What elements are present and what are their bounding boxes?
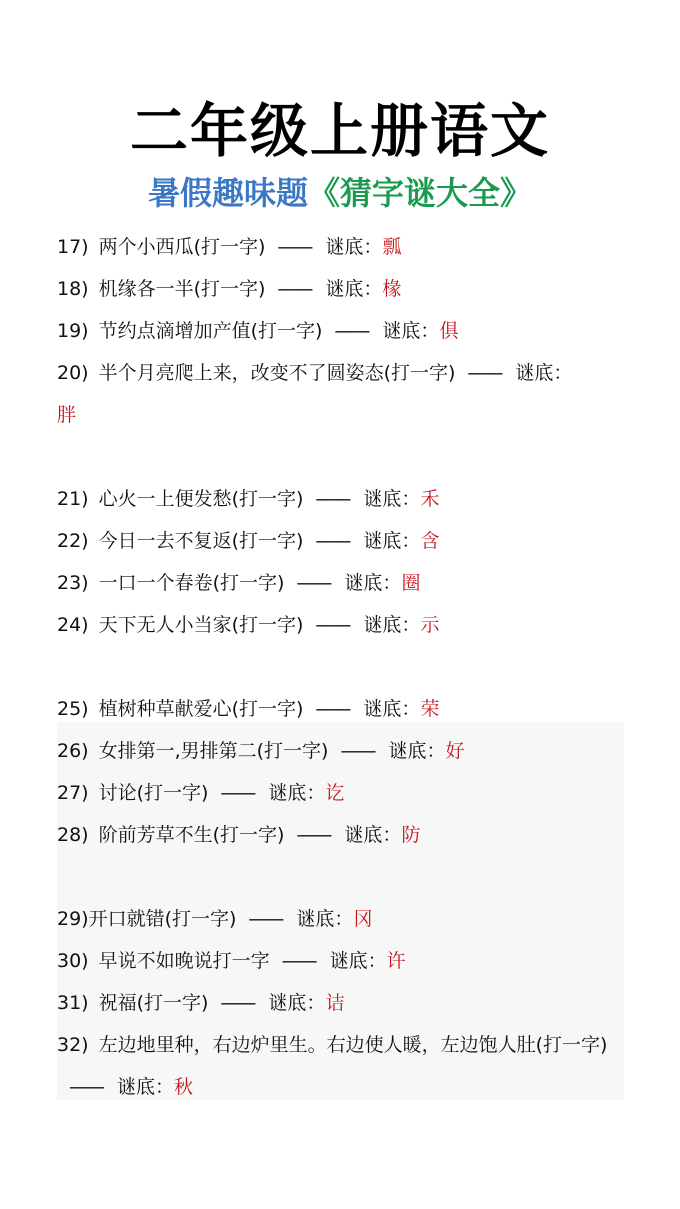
riddle-item xyxy=(57,772,632,814)
riddle-text: 女排第一,男排第二(打一字) xyxy=(98,740,329,762)
riddle-dash: —— xyxy=(69,1076,103,1098)
riddle-text: 节约点滴增加产值(打一字) xyxy=(98,320,323,342)
riddle-answer: 圈 xyxy=(401,572,421,594)
riddle-answer: 秋 xyxy=(174,1076,194,1098)
answer-prefix: 谜底： xyxy=(515,362,573,384)
riddle-text: 一口一个春卷(打一字) xyxy=(98,572,285,594)
riddle-item xyxy=(57,898,632,940)
riddle-dash: —— xyxy=(277,236,312,258)
riddle-answer: 诘 xyxy=(325,992,345,1014)
riddle-item xyxy=(57,268,632,310)
answer-prefix: 谜底： xyxy=(363,698,421,720)
riddle-answer: 示 xyxy=(420,614,440,636)
riddle-item xyxy=(57,520,632,562)
spacer xyxy=(57,856,632,898)
answer-prefix: 谜底： xyxy=(325,278,383,300)
riddle-item xyxy=(57,982,632,1024)
spacer xyxy=(57,646,632,688)
page-title: 二年级上册语文 xyxy=(129,97,550,165)
riddle-dash: —— xyxy=(296,824,331,846)
riddle-item xyxy=(57,226,632,268)
riddle-number: 32) xyxy=(57,1034,89,1056)
riddle-text: 讨论(打一字) xyxy=(98,782,209,804)
riddle-text: 左边地里种，右边炉里生。右边使人暖，左边饱人肚(打一字) xyxy=(98,1034,608,1056)
riddle-item xyxy=(57,730,632,772)
answer-prefix: 谜底： xyxy=(388,740,446,762)
riddle-dash: —— xyxy=(315,530,350,552)
riddle-answer: 许 xyxy=(386,950,406,972)
riddle-item xyxy=(57,814,632,856)
riddle-number: 21) xyxy=(57,488,89,510)
answer-prefix: 谜底： xyxy=(363,530,421,552)
riddle-answer: 防 xyxy=(401,824,421,846)
riddle-answer: 椽 xyxy=(382,278,402,300)
riddle-number: 31) xyxy=(57,992,89,1014)
riddle-item xyxy=(57,352,632,394)
subtitle-part2: 《猜字谜大全》 xyxy=(308,174,533,212)
riddle-list xyxy=(57,226,632,1108)
answer-prefix: 谜底： xyxy=(344,824,402,846)
riddle-number: 28) xyxy=(57,824,89,846)
riddle-answer: 瓢 xyxy=(382,236,402,258)
riddle-dash: —— xyxy=(248,908,283,930)
answer-prefix: 谜底： xyxy=(363,488,421,510)
riddle-item xyxy=(57,478,632,520)
riddle-text: 半个月亮爬上来，改变不了圆姿态(打一字) xyxy=(98,362,456,384)
riddle-number: 20) xyxy=(57,362,89,384)
riddle-item xyxy=(57,1024,632,1108)
riddle-answer: 讫 xyxy=(325,782,345,804)
answer-prefix: 谜底： xyxy=(329,950,387,972)
riddle-dash: —— xyxy=(220,992,255,1014)
riddle-item xyxy=(57,688,632,730)
riddle-number: 24) xyxy=(57,614,89,636)
riddle-number: 29) xyxy=(57,908,89,930)
riddle-item xyxy=(57,940,632,982)
spacer xyxy=(57,436,632,478)
riddle-number: 25) xyxy=(57,698,89,720)
riddle-text: 今日一去不复返(打一字) xyxy=(98,530,304,552)
answer-prefix: 谜底： xyxy=(117,1076,175,1098)
riddle-text: 阶前芳草不生(打一字) xyxy=(98,824,285,846)
riddle-number: 30) xyxy=(57,950,89,972)
riddle-dash: —— xyxy=(277,278,312,300)
riddle-text: 植树种草献爱心(打一字) xyxy=(98,698,304,720)
riddle-answer: 荣 xyxy=(420,698,440,720)
riddle-dash: —— xyxy=(220,782,255,804)
subtitle-part1: 暑假趣味题 xyxy=(147,174,308,212)
riddle-number: 27) xyxy=(57,782,89,804)
answer-prefix: 谜底： xyxy=(344,572,402,594)
riddle-dash: —— xyxy=(467,362,502,384)
riddle-item xyxy=(57,562,632,604)
riddle-number: 19) xyxy=(57,320,89,342)
riddle-dash: —— xyxy=(315,488,350,510)
answer-prefix: 谜底： xyxy=(363,614,421,636)
riddle-answer: 含 xyxy=(420,530,440,552)
riddle-answer: 好 xyxy=(445,740,465,762)
answer-prefix: 谜底： xyxy=(382,320,440,342)
riddle-text: 机缘各一半(打一字) xyxy=(98,278,266,300)
riddle-text: 心火一上便发愁(打一字) xyxy=(98,488,304,510)
page-subtitle xyxy=(0,168,680,214)
riddle-number: 18) xyxy=(57,278,89,300)
riddle-dash: —— xyxy=(340,740,375,762)
riddle-answer: 冈 xyxy=(353,908,373,930)
riddle-text: 早说不如晚说打一字 xyxy=(98,950,270,972)
riddle-text: 两个小西瓜(打一字) xyxy=(98,236,266,258)
riddle-text: 天下无人小当家(打一字) xyxy=(98,614,304,636)
riddle-item xyxy=(57,604,632,646)
riddle-item-continued xyxy=(57,394,632,436)
riddle-answer: 禾 xyxy=(420,488,440,510)
riddle-answer: 俱 xyxy=(439,320,459,342)
riddle-dash: —— xyxy=(296,572,331,594)
riddle-text: 开口就错(打一字) xyxy=(88,908,237,930)
riddle-number: 23) xyxy=(57,572,89,594)
riddle-number: 26) xyxy=(57,740,89,762)
answer-prefix: 谜底： xyxy=(268,992,326,1014)
answer-prefix: 谜底： xyxy=(268,782,326,804)
riddle-answer: 胖 xyxy=(57,404,77,426)
riddle-dash: —— xyxy=(315,698,350,720)
answer-prefix: 谜底： xyxy=(296,908,354,930)
riddle-dash: —— xyxy=(334,320,369,342)
riddle-number: 22) xyxy=(57,530,89,552)
riddle-number: 17) xyxy=(57,236,89,258)
riddle-dash: —— xyxy=(281,950,316,972)
riddle-item xyxy=(57,310,632,352)
riddle-text: 祝福(打一字) xyxy=(98,992,209,1014)
riddle-dash: —— xyxy=(315,614,350,636)
answer-prefix: 谜底： xyxy=(325,236,383,258)
